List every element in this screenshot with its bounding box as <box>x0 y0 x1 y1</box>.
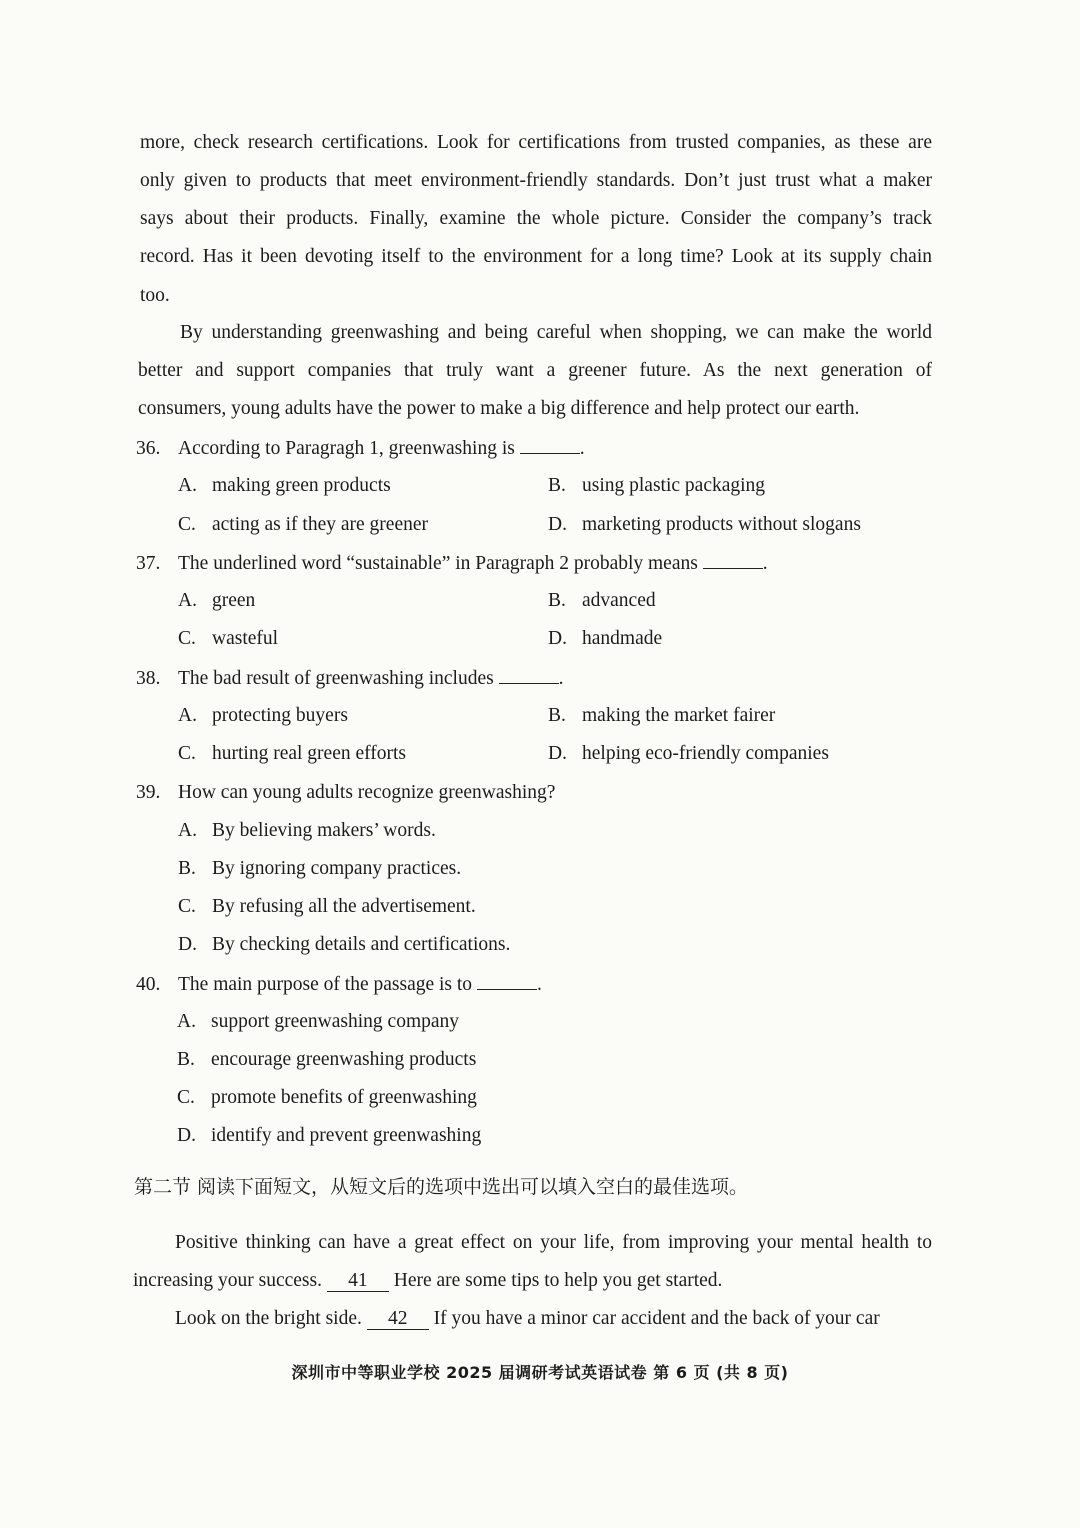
option-c <box>178 627 278 651</box>
option-text: advanced <box>582 590 656 611</box>
option-a <box>178 474 391 498</box>
option-d <box>178 933 510 957</box>
text-segment: Here are some tips to help you get started. <box>393 1270 723 1291</box>
passage-line: says about their products. Finally, examine the whole picture. Consider the company’s track <box>140 208 932 229</box>
option-text: protecting buyers <box>212 705 348 726</box>
answer-blank <box>477 972 537 990</box>
option-text: marketing products without slogans <box>582 514 861 535</box>
text-segment: If you have a minor car accident and the back of your car <box>433 1308 880 1329</box>
option-letter: D. <box>178 934 197 955</box>
option-letter: B. <box>178 858 196 879</box>
option-c <box>178 513 428 537</box>
answer-blank <box>520 436 580 454</box>
option-letter: D. <box>548 628 567 649</box>
question-stem: The main purpose of the passage is to <box>178 974 473 995</box>
option-text: handmade <box>582 628 663 649</box>
option-c <box>178 895 476 919</box>
option-text: making the market fairer <box>582 705 776 726</box>
option-letter: A. <box>178 705 197 726</box>
option-letter: C. <box>178 514 196 535</box>
option-text: identify and prevent greenwashing <box>211 1125 482 1146</box>
passage-line: consumers, young adults have the power to make a big difference and help protect our earth. <box>138 398 860 419</box>
question-number: 36. <box>136 438 161 459</box>
question-tail: . <box>762 553 768 574</box>
option-letter: C. <box>178 628 196 649</box>
question-37 <box>136 551 768 576</box>
option-text: By checking details and certifications. <box>212 934 511 955</box>
option-a <box>178 704 348 728</box>
option-letter: A. <box>178 820 197 841</box>
option-a <box>178 819 436 843</box>
option-b <box>178 857 461 881</box>
option-letter: B. <box>548 590 566 611</box>
passage-line: better and support companies that truly want a greener future. As the next generation of <box>138 360 932 381</box>
section2-line: Positive thinking can have a great effect on your life, from improving your mental health to <box>175 1232 932 1253</box>
option-d <box>177 1124 481 1148</box>
text-segment: Look on the bright side. <box>175 1308 362 1329</box>
option-letter: B. <box>177 1049 195 1070</box>
question-tail: . <box>558 668 564 689</box>
question-tail: . <box>579 438 585 459</box>
question-tail: . <box>536 974 542 995</box>
option-b <box>548 704 775 728</box>
option-text: By refusing all the advertisement. <box>212 896 476 917</box>
question-number: 39. <box>136 782 161 803</box>
option-text: support greenwashing company <box>211 1011 460 1032</box>
option-d <box>548 513 861 537</box>
option-d <box>548 742 829 766</box>
question-39 <box>136 781 555 805</box>
answer-blank <box>703 551 763 569</box>
option-text: By ignoring company practices. <box>212 858 462 879</box>
gap-41: 41 <box>327 1271 389 1292</box>
option-letter: D. <box>177 1125 196 1146</box>
page-footer: 深圳市中等职业学校 2025 届调研考试英语试卷 第 6 页 (共 8 页) <box>291 1363 789 1382</box>
question-stem: According to Paragragh 1, greenwashing is <box>178 438 515 459</box>
passage-line: only given to products that meet environment-friendly standards. Don’t just trust what a maker <box>140 170 932 191</box>
question-stem: The bad result of greenwashing includes <box>178 668 494 689</box>
option-text: wasteful <box>212 628 279 649</box>
passage-line: more, check research certifications. Look for certifications from trusted companies, as these are <box>140 132 932 153</box>
option-text: making green products <box>212 475 391 496</box>
option-text: using plastic packaging <box>582 475 766 496</box>
option-letter: B. <box>548 475 566 496</box>
option-text: green <box>212 590 256 611</box>
option-b <box>548 589 656 613</box>
question-number: 37. <box>136 553 161 574</box>
question-number: 38. <box>136 668 161 689</box>
option-letter: A. <box>177 1011 196 1032</box>
option-letter: D. <box>548 743 567 764</box>
option-letter: A. <box>178 590 197 611</box>
option-letter: C. <box>178 743 196 764</box>
section2-line <box>175 1307 880 1331</box>
question-38 <box>136 666 563 691</box>
option-text: helping eco-friendly companies <box>582 743 829 764</box>
text-segment: increasing your success. <box>133 1270 322 1291</box>
option-letter: D. <box>548 514 567 535</box>
gap-42: 42 <box>367 1309 429 1330</box>
option-text: hurting real green efforts <box>212 743 407 764</box>
question-number: 40. <box>136 974 161 995</box>
option-letter: C. <box>178 896 196 917</box>
option-c <box>177 1086 477 1110</box>
passage-line: record. Has it been devoting itself to the environment for a long time? Look at its supply chain <box>140 246 932 267</box>
option-b <box>177 1048 476 1072</box>
section2-line <box>133 1269 722 1293</box>
passage-line: By understanding greenwashing and being careful when shopping, we can make the world <box>180 322 932 343</box>
option-letter: B. <box>548 705 566 726</box>
option-text: promote benefits of greenwashing <box>211 1087 477 1108</box>
option-letter: C. <box>177 1087 195 1108</box>
question-stem: The underlined word “sustainable” in Paragraph 2 probably means <box>178 553 698 574</box>
option-letter: A. <box>178 475 197 496</box>
question-36 <box>136 436 585 461</box>
answer-blank <box>499 666 559 684</box>
section-heading: 第二节 阅读下面短文，从短文后的选项中选出可以填入空白的最佳选项。 <box>134 1176 749 1198</box>
question-stem: How can young adults recognize greenwashing? <box>178 782 556 803</box>
option-text: By believing makers’ words. <box>212 820 436 841</box>
option-a <box>177 1010 459 1034</box>
option-c <box>178 742 406 766</box>
option-d <box>548 627 662 651</box>
passage-line: too. <box>140 285 170 306</box>
option-a <box>178 589 255 613</box>
option-text: acting as if they are greener <box>212 514 429 535</box>
option-text: encourage greenwashing products <box>211 1049 477 1070</box>
question-40 <box>136 972 542 997</box>
option-b <box>548 474 765 498</box>
